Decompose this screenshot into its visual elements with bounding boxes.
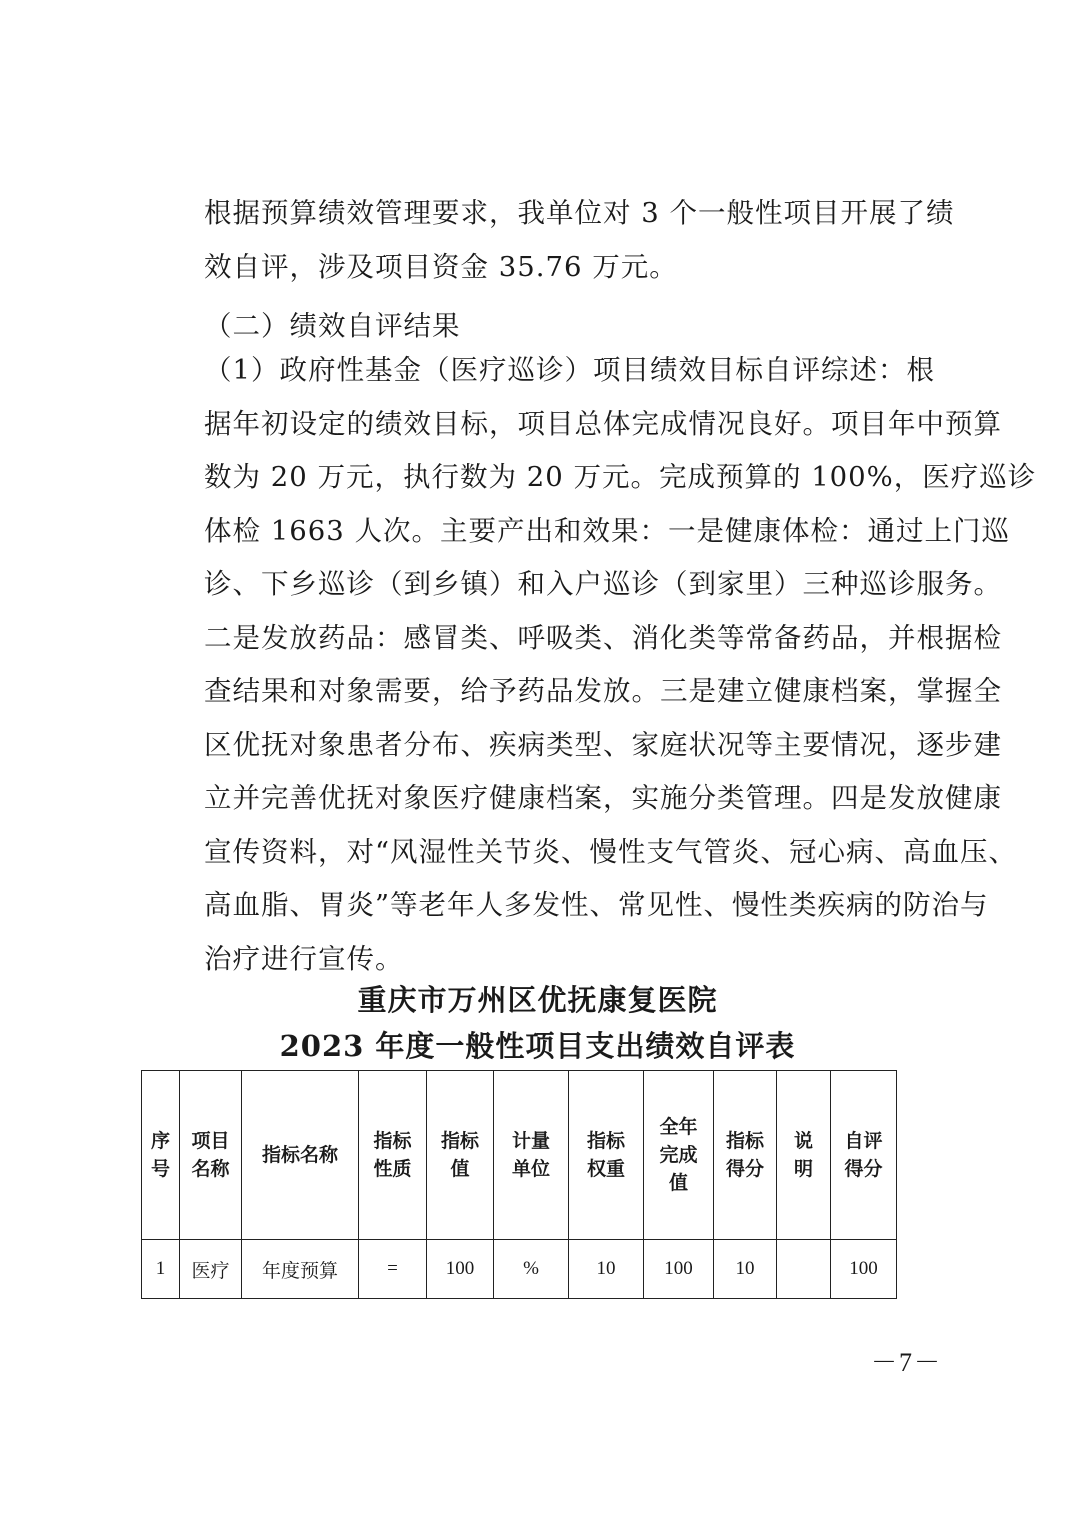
table-header-row (142, 1071, 897, 1240)
cell-indicator-score: 10 (714, 1240, 777, 1299)
body-line: 查结果和对象需要，给予药品发放。三是建立健康档案，掌握全 (204, 675, 1002, 707)
body-line: 宣传资料，对“风湿性关节炎、慢性支气管炎、冠心病、高血压、 (204, 835, 1018, 868)
section-heading: （二）绩效自评结果 (204, 310, 461, 342)
header-cell: 指标 性质 (359, 1071, 427, 1240)
table-title-line1: 重庆市万州区优抚康复医院 (357, 983, 718, 1017)
evaluation-table (141, 1070, 897, 1299)
cell-self-score: 100 (831, 1240, 897, 1299)
body-line: 体检 1663 人次。主要产出和效果：一是健康体检：通过上门巡 (204, 514, 1010, 547)
cell-project-name: 医疗 (180, 1240, 242, 1299)
table-title-line2: 2023 年度一般性项目支出绩效自评表 (279, 1029, 796, 1063)
body-line: 二是发放药品：感冒类、呼吸类、消化类等常备药品，并根据检 (204, 621, 1002, 654)
header-cell: 指标 权重 (569, 1071, 644, 1240)
header-cell: 说 明 (777, 1071, 831, 1240)
intro-line: 根据预算绩效管理要求，我单位对 3 个一般性项目开展了绩 (204, 197, 955, 229)
table-row (142, 1240, 897, 1299)
cell-note (777, 1240, 831, 1299)
body-paragraph (146, 344, 1037, 986)
body-line: 治疗进行宣传。 (204, 942, 404, 975)
cell-indicator-name: 年度预算 (242, 1240, 359, 1299)
cell-indicator-value: 100 (427, 1240, 494, 1299)
page-number: －7－ (870, 1348, 942, 1377)
cell-index: 1 (142, 1240, 180, 1299)
cell-unit: % (494, 1240, 569, 1299)
cell-annual-completion: 100 (644, 1240, 714, 1299)
body-line: 数为 20 万元，执行数为 20 万元。完成预算的 100%，医疗巡诊 (204, 461, 1037, 493)
intro-paragraph (146, 187, 955, 294)
header-cell: 全年 完成 值 (644, 1071, 714, 1240)
cell-indicator-type: = (359, 1240, 427, 1299)
header-cell: 自评 得分 (831, 1071, 897, 1240)
body-line: 据年初设定的绩效目标，项目总体完成情况良好。项目年中预算 (204, 407, 1002, 440)
body-line: 高血脂、胃炎”等老年人多发性、常见性、慢性类疾病的防治与 (204, 889, 989, 921)
header-cell: 指标 得分 (714, 1071, 777, 1240)
body-line: 立并完善优抚对象医疗健康档案，实施分类管理。四是发放健康 (204, 782, 1002, 814)
body-line: （1）政府性基金（医疗巡诊）项目绩效目标自评综述：根 (204, 354, 935, 386)
header-cell: 项目 名称 (180, 1071, 242, 1240)
body-line: 区优抚对象患者分布、疾病类型、家庭状况等主要情况，逐步建 (204, 728, 1002, 761)
header-cell: 计量 单位 (494, 1071, 569, 1240)
header-cell: 序 号 (142, 1071, 180, 1240)
body-line: 诊、下乡巡诊（到乡镇）和入户巡诊（到家里）三种巡诊服务。 (204, 568, 1002, 600)
header-cell: 指标 值 (427, 1071, 494, 1240)
header-cell: 指标名称 (242, 1071, 359, 1240)
cell-weight: 10 (569, 1240, 644, 1299)
intro-line: 效自评，涉及项目资金 35.76 万元。 (204, 250, 678, 283)
